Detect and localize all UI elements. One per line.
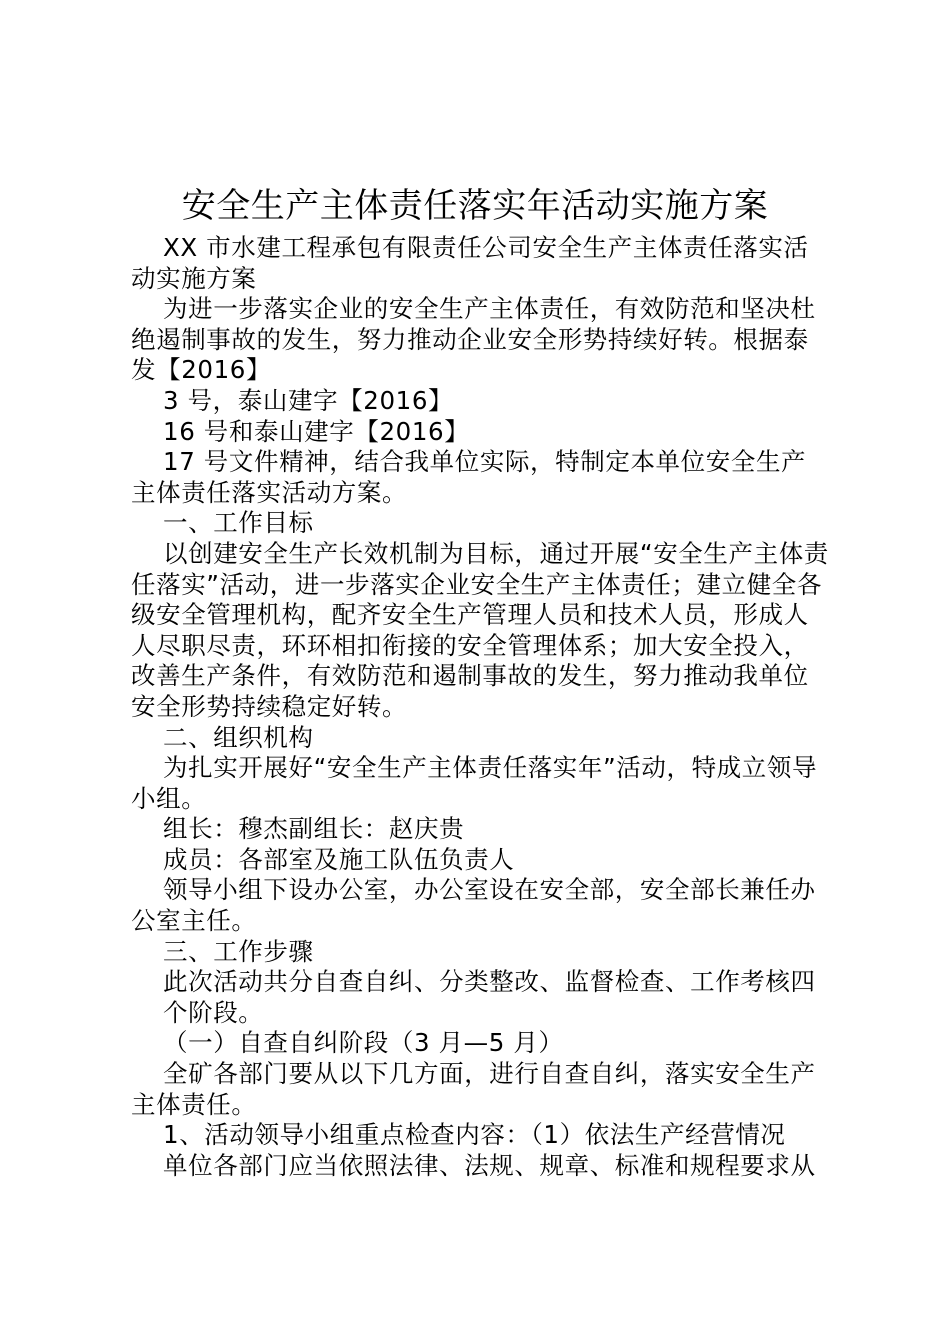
paragraph-doc-ref-17: 17 号文件精神，结合我单位实际，特制定本单位安全生产主体责任落实活动方案。	[131, 447, 807, 507]
paragraph-office: 领导小组下设办公室，办公室设在安全部，安全部长兼任办公室主任。	[131, 875, 816, 936]
document-body	[131, 233, 831, 1181]
paragraph-goals: 以创建安全生产长效机制为目标，通过开展“安全生产主体责任落实”活动，进一步落实企业安全生产主体责任；建立健全各级安全管理机构，配齐安全生产管理人员和技术人员，形成人人尽职尽责，环环相扣衔接的安全管理体系；加大安全投入，改善生产条件，有效防范和遏制事故的发生，努力推动我单位安全形势持续稳定好转。	[131, 538, 829, 721]
paragraph-self-check: 全矿各部门要从以下几方面，进行自查自纠，落实安全生产主体责任。	[131, 1059, 816, 1119]
section-heading-steps: 三、工作步骤	[163, 936, 314, 966]
paragraph-company-heading: XX 市水建工程承包有限责任公司安全生产主体责任落实活动实施方案	[131, 233, 809, 293]
section-heading-goals: 一、工作目标	[163, 508, 314, 538]
paragraph-compliance: 单位各部门应当依照法律、法规、规章、标准和规程要求从	[163, 1150, 816, 1180]
paragraph-doc-ref-3: 3 号，泰山建字【2016】	[163, 385, 454, 415]
document-title: 安全生产主体责任落实年活动实施方案	[181, 186, 769, 226]
paragraph-intro: 为进一步落实企业的安全生产主体责任，有效防范和坚决杜绝遏制事故的发生，努力推动企业安全形势持续好转。根据泰发【2016】	[131, 294, 816, 385]
section-heading-organization: 二、组织机构	[163, 722, 314, 752]
paragraph-inspection-content: 1、活动领导小组重点检查内容：（1）依法生产经营情况	[163, 1120, 786, 1150]
paragraph-stages: 此次活动共分自查自纠、分类整改、监督检查、工作考核四个阶段。	[163, 967, 816, 1027]
paragraph-organization: 为扎实开展好“安全生产主体责任落实年”活动，特成立领导小组。	[131, 753, 818, 813]
paragraph-leaders: 组长：穆杰副组长：赵庆贵	[163, 814, 465, 844]
paragraph-doc-ref-16: 16 号和泰山建字【2016】	[163, 416, 470, 446]
subsection-heading-self-check: （一）自查自纠阶段（3 月—5 月）	[163, 1028, 564, 1058]
paragraph-members: 成员：各部室及施工队伍负责人	[163, 844, 515, 874]
